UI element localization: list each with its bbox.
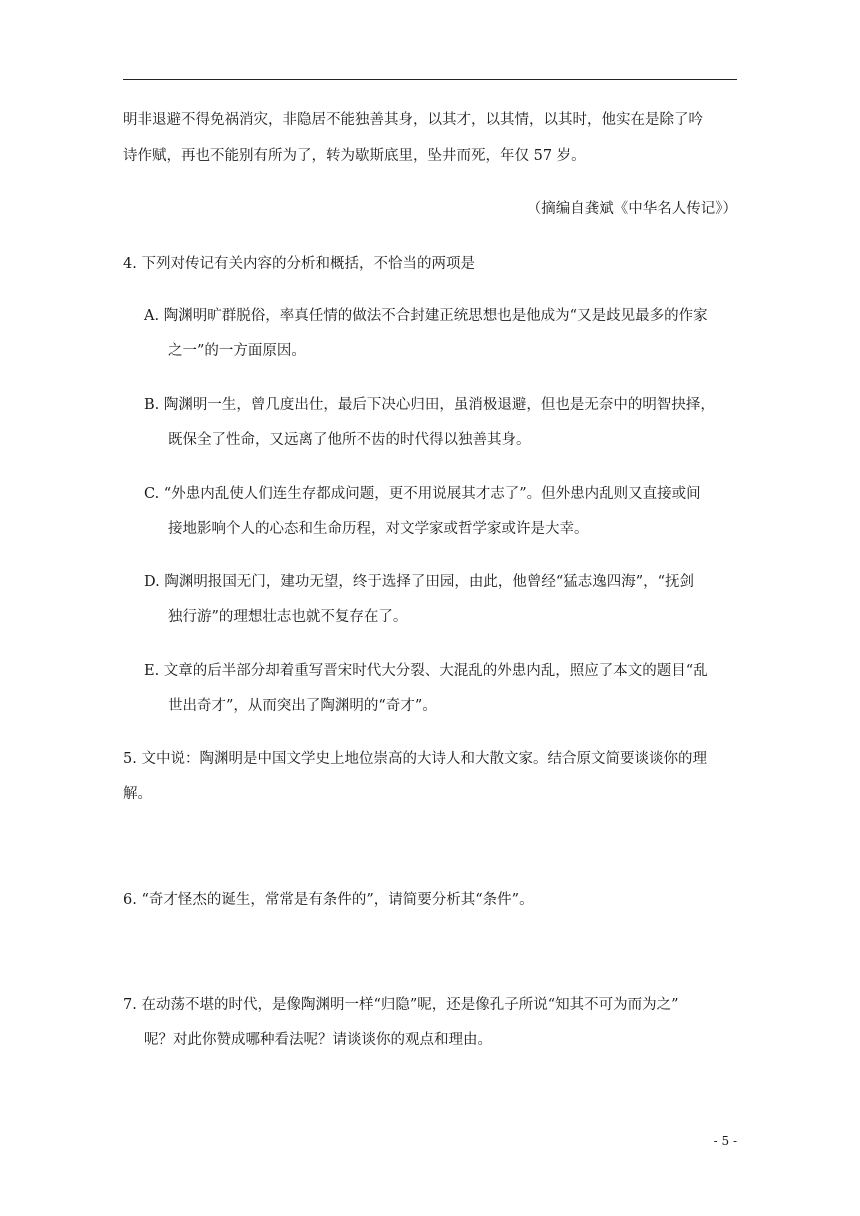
option-a: A. 陶渊明旷群脱俗，率真任情的做法不合封建正统思想也是他成为“又是歧见最多的作家 bbox=[144, 308, 708, 324]
question-5-cont: 解。 bbox=[123, 786, 152, 802]
option-e-cont: 世出奇才”，从而突出了陶渊明的“奇才”。 bbox=[168, 698, 437, 714]
option-d: D. 陶渊明报国无门，建功无望，终于选择了田园，由此，他曾经“猛志逸四海”，“抚剑 bbox=[144, 574, 695, 590]
passage-line: 诗作赋，再也不能别有所为了，转为歇斯底里，坠井而死，年仅 57 岁。 bbox=[123, 148, 586, 164]
option-d-cont: 独行游”的理想壮志也就不复存在了。 bbox=[168, 609, 408, 625]
passage-source: （摘编自龚斌《中华名人传记》） bbox=[526, 201, 737, 217]
header-rule bbox=[123, 79, 737, 80]
option-a-cont: 之一”的一方面原因。 bbox=[168, 343, 306, 359]
question-4-stem: 4. 下列对传记有关内容的分析和概括，不恰当的两项是 bbox=[123, 256, 475, 272]
passage-line: 明非退避不得免祸消灾，非隐居不能独善其身，以其才，以其情，以其时，他实在是除了吟 bbox=[123, 112, 703, 128]
page-number: - 5 - bbox=[713, 1134, 737, 1148]
question-5: 5. 文中说：陶渊明是中国文学史上地位崇高的大诗人和大散文家。结合原文简要谈谈你的理 bbox=[123, 751, 707, 767]
option-b: B. 陶渊明一生，曾几度出仕，最后下决心归田，虽消极退避，但也是无奈中的明智抉择， bbox=[144, 397, 715, 413]
option-c: C. “外患内乱使人们连生存都成问题，更不用说展其才志了”。但外患内乱则又直接或间 bbox=[144, 486, 701, 502]
option-e: E. 文章的后半部分却着重写晋宋时代大分裂、大混乱的外患内乱，照应了本文的题目“乱 bbox=[144, 663, 708, 679]
option-b-cont: 既保全了性命，又远离了他所不齿的时代得以独善其身。 bbox=[168, 432, 531, 448]
option-c-cont: 接地影响个人的心态和生命历程，对文学家或哲学家或许是大幸。 bbox=[168, 521, 589, 537]
question-6: 6. “奇才怪杰的诞生，常常是有条件的”，请简要分析其“条件”。 bbox=[123, 892, 534, 908]
question-7: 7. 在动荡不堪的时代，是像陶渊明一样“归隐”呢，还是像孔子所说“知其不可为而为之” bbox=[123, 997, 679, 1013]
question-7-cont: 呢？对此你赞成哪种看法呢？请谈谈你的观点和理由。 bbox=[144, 1032, 492, 1048]
